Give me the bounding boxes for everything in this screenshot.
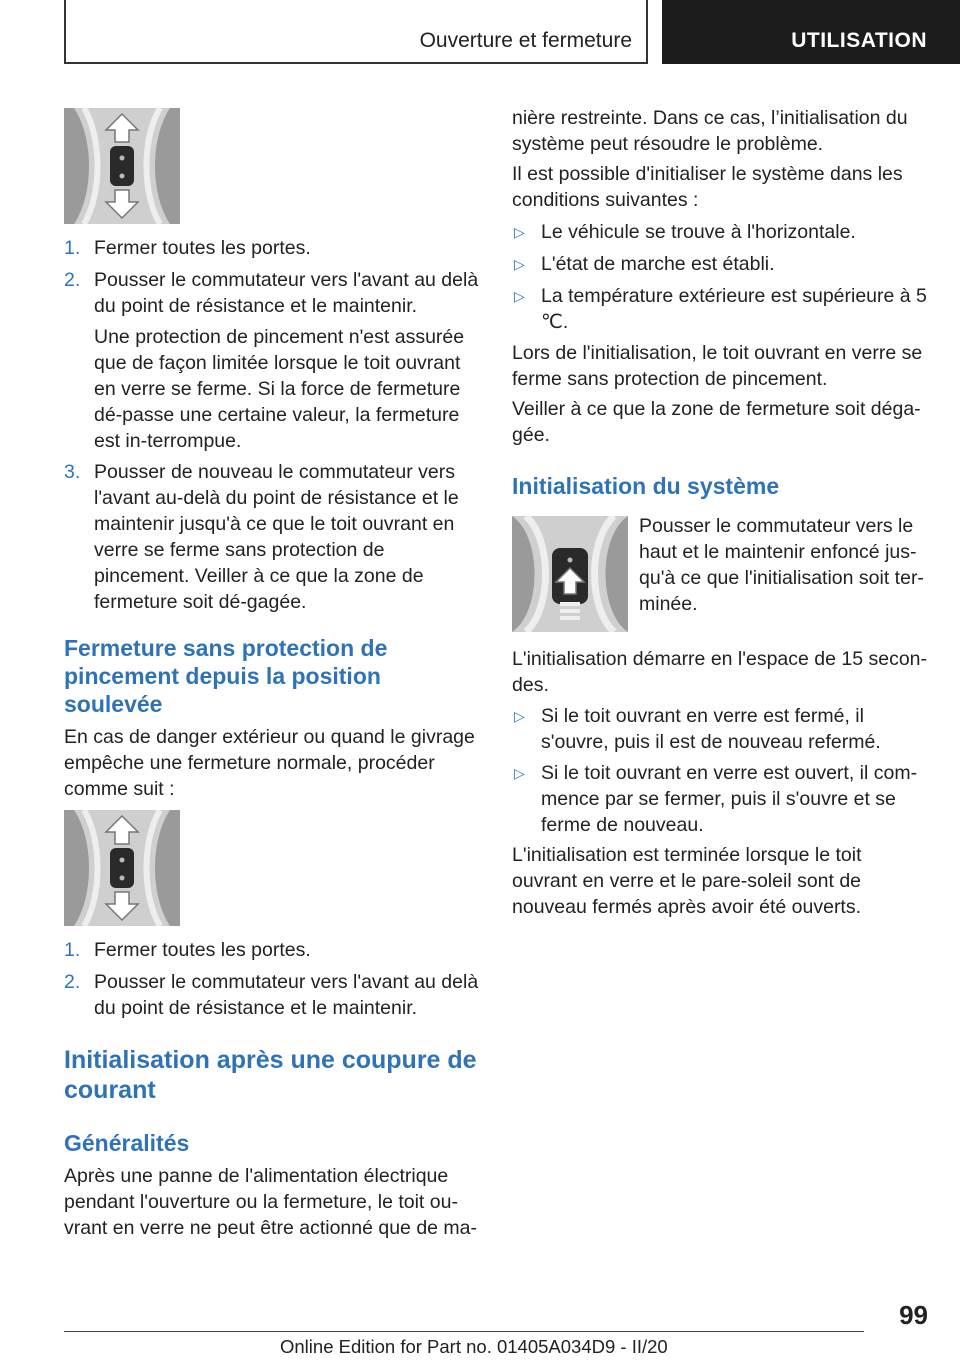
pinch-protection-note: Une protection de pincement n'est assurée que de façon limitée lorsque le toit ouvrant en verre se ferme. Si la force de fermeture dé-passe une certaine valeur, la fermeture est in-terrompue.: [94, 326, 465, 452]
condition-text: L'état de marche est établi.: [541, 253, 775, 275]
result-text: Si le toit ouvrant en verre est fermé, il s'ouvre, puis il est de nouveau refermé.: [541, 705, 881, 753]
condition-text: Le véhicule se trouve à l'horizontale.: [541, 221, 856, 243]
switch-forward-illustration-2: [64, 810, 180, 926]
init-end-text: L'initialisation est terminée lorsque le toit ouvrant en verre et le pare-soleil sont de nouveau fermés après avoir été ouverts.: [512, 844, 862, 918]
condition-text: La température extérieure est supérieure à 5 ℃.: [541, 285, 927, 333]
edition-note: Online Edition for Part no. 01405A034D9 - II/20: [280, 1336, 668, 1357]
header-chapter-tab: [662, 0, 960, 64]
list-item: [64, 937, 480, 963]
header-section-title: Ouverture et fermeture: [419, 29, 632, 52]
roof-switch-forward-icon: [64, 108, 180, 224]
continued-text: nière restreinte. Dans ce cas, l’initialisation du système peut résoudre le problème.: [512, 107, 908, 155]
roof-switch-forward-icon: [64, 810, 180, 926]
step-text: Fermer toutes les portes.: [94, 237, 311, 259]
triangle-bullet-icon: ▷: [514, 288, 525, 304]
step-number: 1.: [64, 939, 81, 961]
step-number: 1.: [64, 237, 81, 259]
list-item: [512, 760, 928, 838]
list-item: [512, 703, 928, 755]
page-header: [0, 0, 960, 66]
list-item: [512, 283, 928, 335]
check-zone-text: Veiller à ce que la zone de fermeture soit déga-gée.: [512, 398, 921, 446]
switch-up-illustration: [512, 516, 628, 632]
list-item: [512, 219, 928, 245]
list-item: [64, 267, 480, 319]
heading-general: Généralités: [64, 1130, 190, 1156]
step-number: 2.: [64, 971, 81, 993]
triangle-bullet-icon: ▷: [514, 256, 525, 272]
list-item: [64, 235, 480, 261]
init-info-text: Lors de l'initialisation, le toit ouvrant en verre se ferme sans protection de pincement.: [512, 342, 923, 390]
step-text: Pousser le commutateur vers l'avant au delà du point de résistance et le maintenir.: [94, 971, 479, 1019]
heading-init-after-power-cut: Initialisation après une coupure de courant: [64, 1046, 477, 1104]
closing-intro-text: En cas de danger extérieur ou quand le givrage empêche une fermeture normale, procéder comme suit :: [64, 726, 475, 800]
list-item: [64, 459, 480, 615]
switch-forward-illustration: [64, 108, 180, 224]
heading-system-init: Initialisation du système: [512, 473, 780, 499]
system-init-text: Pousser le commutateur vers le haut et le maintenir enfoncé jus-qu'à ce que l'initialisation soit ter-minée.: [639, 515, 924, 615]
triangle-bullet-icon: ▷: [514, 224, 525, 240]
step-text: Pousser de nouveau le commutateur vers l'avant au-delà du point de résistance et le maintenir jusqu'à ce que le toit ouvrant en verre se ferme sans protection de pincement. Veiller à ce que la zone de fermeture soit dé-gagée.: [94, 461, 459, 613]
step-number: 3.: [64, 461, 81, 483]
result-text: Si le toit ouvrant en verre est ouvert, il com-mence par se fermer, puis il s'ouvre et se ferme de nouveau.: [541, 762, 918, 836]
list-item: [64, 969, 480, 1021]
header-chapter-title: UTILISATION: [791, 29, 927, 52]
list-item: [512, 251, 928, 277]
triangle-bullet-icon: ▷: [514, 765, 525, 781]
page-number: 99: [899, 1300, 928, 1330]
heading-closing-without-protection: Fermeture sans protection de pincement depuis la position soulevée: [64, 635, 388, 717]
step-number: 2.: [64, 269, 81, 291]
roof-switch-up-icon: [512, 516, 628, 632]
step-text: Pousser le commutateur vers l'avant au delà du point de résistance et le maintenir.: [94, 269, 479, 317]
triangle-bullet-icon: ▷: [514, 708, 525, 724]
footer-divider: [64, 1331, 864, 1332]
header-section-frame: [64, 0, 648, 64]
step-text: Fermer toutes les portes.: [94, 939, 311, 961]
init-start-text: L'initialisation démarre en l'espace de 15 secon-des.: [512, 648, 928, 696]
general-text: Après une panne de l'alimentation électrique pendant l'ouverture ou la fermeture, le toit ou-vrant en verre ne peut être actionné que de ma-: [64, 1165, 478, 1239]
conditions-intro: Il est possible d'initialiser le système dans les conditions suivantes :: [512, 163, 903, 211]
